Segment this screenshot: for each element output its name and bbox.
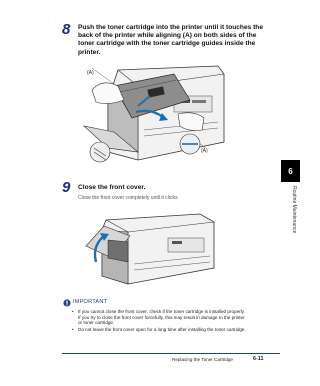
callout-a-right: (A)	[201, 148, 208, 154]
step-9-number: 9	[62, 179, 71, 196]
important-icon	[63, 299, 71, 307]
page-number: 6-11	[253, 356, 264, 362]
important-heading: IMPORTANT	[73, 299, 108, 305]
chapter-tab: 6	[281, 160, 300, 182]
step-8-title-line: back of the printer while aligning (A) on both sides of the	[78, 32, 257, 40]
close-cover-illustration	[82, 206, 220, 292]
step-9-description: Close the front cover completely until it clicks.	[78, 195, 179, 201]
bullet-line: Do not leave the front cover open for a long time after installing the toner cartridge.	[78, 327, 246, 332]
chapter-label: Routine Maintenance	[291, 186, 297, 234]
step-8-title-line: printer.	[78, 48, 101, 56]
footer-rule	[62, 353, 280, 354]
bullet-dot: •	[72, 309, 74, 314]
step-8-number: 8	[62, 21, 71, 38]
close-cover-drawing	[82, 206, 220, 292]
bullet-line: or toner cartridge.	[78, 320, 115, 326]
step-8-title	[78, 24, 263, 57]
footer-section-title: Replacing the Toner Cartridge	[172, 357, 233, 362]
callout-a-left: (A)	[87, 70, 94, 76]
step-9-title: Close the front cover.	[78, 184, 146, 191]
important-bullet-2	[72, 327, 246, 333]
step-8-title-line: toner cartridge with the toner cartridge guides inside the	[78, 40, 256, 48]
step-8-title-line: Push the toner cartridge into the printer until it touches the	[78, 24, 264, 31]
bullet-dot: •	[72, 327, 74, 332]
important-bullet-1	[72, 309, 245, 326]
bullet-line: If you cannot close the front cover, check if the toner cartridge is installed properly.	[78, 309, 245, 314]
bullet-line: If you try to close the front cover forcefully, this may result in damage to the printer	[78, 314, 245, 320]
